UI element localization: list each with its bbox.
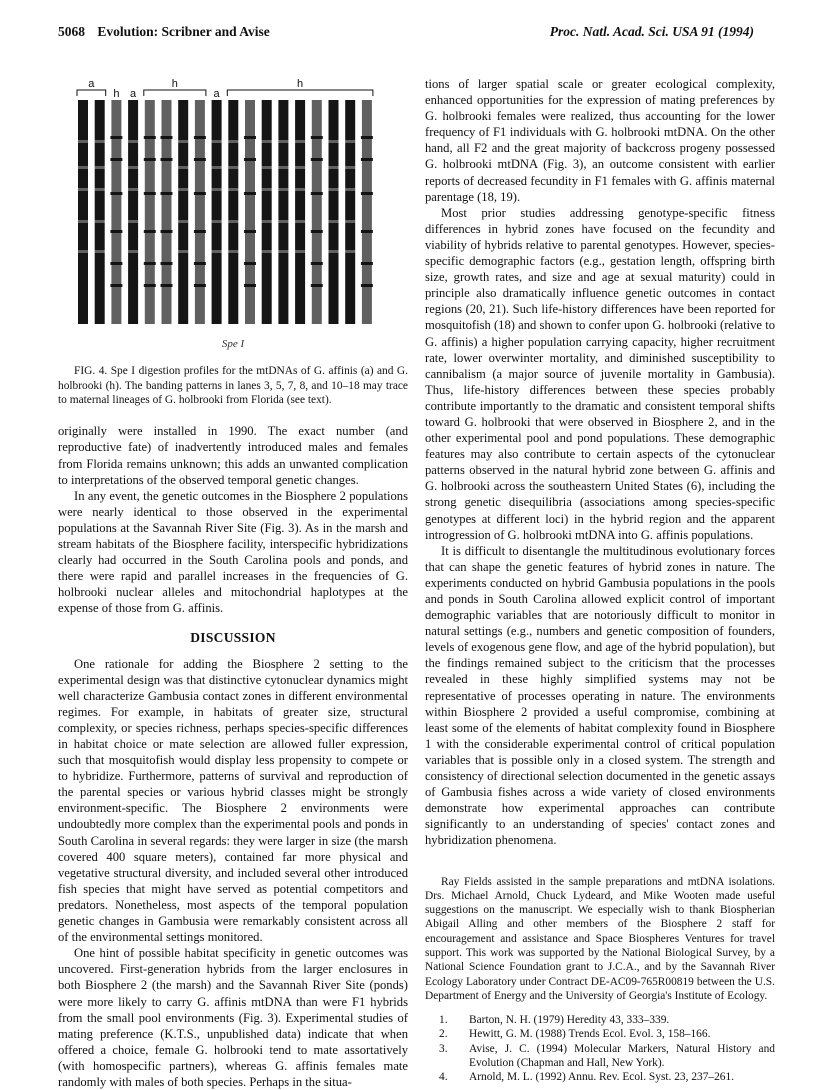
gel-band [77,166,89,169]
lane-label: a [130,88,137,100]
gel-lane [178,100,188,324]
reference-list [425,1013,775,1084]
gel-lane [329,100,339,324]
gel-band [161,262,173,265]
section-title: Evolution: Scribner and Avise [97,24,270,39]
gel-band [244,136,256,139]
gel-band [127,140,139,143]
gel-band [127,250,139,253]
gel-band [110,192,122,195]
gel-band [110,262,122,265]
gel-band [94,220,106,223]
paragraph: Most prior studies addressing genotype-specific fitness differences in hybrid zones have focused on the fecundity and viability of hybrids relative to parental genotypes. However, species-specific demographic factors (e.g., gestation length, offspring birth size, growth rates, and size and age at sexual maturity) could in principle also dramatically influence genetic outcomes in contact regions (20, 21). Such life-history differences have been reported for mosquitofish (18) and shown to confer upon G. holbrooki (relative to G. affinis) a higher population carrying capacity, higher recruitment rate, lower overwinter mortality, and diminished susceptibility to cannibalism (a major source of juvenile mortality in Gambusia). Thus, life-history differences between these species probably contribute importantly to the dramatic and consistent temporal shifts toward G. holbrooki that were observed in Biosphere 2, and in the other experimental pool and pond populations. These demographic features may also contribute to certain aspects of the cytonuclear patterns observed in the natural hybrid zone between G. affinis and G. holbrooki across the southeastern United States (6), including the strong genetic disequilibria (associations among species-specific genotypes at different loci) in the hybrid region and the apparent introgression of G. holbrooki mtDNA into G. affinis populations. [425,205,775,542]
gel-band [77,140,89,143]
gel-band [144,230,156,233]
gel-band [244,230,256,233]
lane-label: h [171,78,178,90]
gel-band [211,140,223,143]
reference-number: 4. [439,1071,448,1084]
gel-band [277,188,289,191]
gel-band [311,284,323,287]
gel-band [311,230,323,233]
gel-band [311,158,323,161]
gel-band [261,250,273,253]
gel-band [244,158,256,161]
gel-band [94,140,106,143]
gel-band [177,140,189,143]
paragraph: tions of larger spatial scale or greater ecological complexity, enhanced opportunities for the expression of mating preferences by G. holbrooki females were realized, thus accounting for the lower frequency of F1 individuals with G. holbrooki mtDNA. On the other hand, all F2 and the great majority of backcross progeny possessed G. holbrooki mtDNA (Fig. 3), an outcome consistent with earlier reports of decreased fecundity in F1 females with G. affinis maternal parentage (18, 19). [425,77,775,204]
paragraph: One rationale for adding the Biosphere 2 setting to the experimental design was that distinctive cytonuclear dynamics might well characterize Gambusia contact zones in different environmental regimes. For example, in habitats of greater size, structural complexity, or species richness, perhaps species-specific differences in habitat choice or mate selection are allowed fuller expression, such that mosquitofish would display less propensity to compete or to hybridize. Furthermore, patterns of survival and reproduction of the parental species or various hybrid classes might be strongly environment-specific. The Biosphere 2 environments were undoubtedly more complex than the experimental pools and ponds in South Carolina in several regards: they were larger in size (the marsh covered 400 square meters), contained far more physical and vegetative structural diversity, and included several other introduced fish species that might have served as potential competitors and predators. Nonetheless, most aspects of the temporal population genetic changes in Gambusia were remarkably consistent across all of the environmental settings monitored. [58,656,408,945]
gel-lane [295,100,305,324]
gel-band [261,140,273,143]
lane-label: a [213,88,220,100]
gel-band [110,136,122,139]
reference-text: Arnold, M. L. (1992) Annu. Rev. Ecol. Syst. 23, 237–261. [469,1071,735,1084]
paragraph: One hint of possible habitat specificity in genetic outcomes was uncovered. First-generation hybrids from the larger enclosures in both Biosphere 2 (the marsh) and the Savannah River Site (ponds) were more likely to carry G. affinis mtDNA than were F1 hybrids from the small pool environments (Fig. 3). Experimental studies of mating preference (K.T.S., unpublished data) indicate that when offered a choice, female G. holbrooki tend to mate assortatively (with homospecific partners), whereas G. affinis females mate randomly with males of both species. Perhaps in the situa- [58,946,408,1089]
reference-item [425,1042,775,1071]
gel-band [344,220,356,223]
gel-band [244,192,256,195]
gel-lane [212,100,222,324]
right-column [425,76,775,1085]
running-header-left [58,24,270,40]
gel-band [77,188,89,191]
gel-lane [345,100,355,324]
lane-bracket [144,90,206,96]
gel-image [58,76,408,331]
gel-band [294,140,306,143]
gel-band [177,250,189,253]
gel-band [227,188,239,191]
gel-lane [128,100,138,324]
paragraph: It is difficult to disentangle the multitudinous evolutionary forces that can shape the genetic features of hybrid zones in nature. The experiments conducted on hybrid Gambusia populations in the pools and ponds in South Carolina allowed explicit control of important demographic variables that are notoriously difficult to monitor in natural settings (e.g., numbers and genetic composition of founders, levels of exogenous gene flow, and age of the hybrid population), but the findings remained subject to the criticism that the processes revealed in these highly simplified systems may not be representative of processes operating in nature. The environments within Biosphere 2 provided a useful compromise, combining at least some of the elements of habitat complexity found in Biosphere 1 with the considerable experimental control of critical population variables that is possible only in a closed system. The strength and consistency of directional selection documented in the genetic assays of Gambusia fishes across a wide variety of closed environments demonstrate how experimental approaches can contribute significantly to an understanding of species' contact zones and hybridization phenomena. [425,543,775,848]
gel-band [227,220,239,223]
lane-label: h [113,88,120,100]
reference-item [425,1013,775,1027]
gel-band [194,158,206,161]
gel-band [227,140,239,143]
gel-band [127,166,139,169]
lane-label: a [88,78,95,90]
reference-text: Hewitt, G. M. (1988) Trends Ecol. Evol. 3, 158–166. [469,1028,711,1041]
gel-band [211,188,223,191]
reference-text: Avise, J. C. (1994) Molecular Markers, Natural History and Evolution (Chapman and Hall, New York). [469,1042,775,1070]
journal-citation: Proc. Natl. Acad. Sci. USA 91 (1994) [549,24,754,39]
gel-band [344,188,356,191]
gel-band [261,220,273,223]
gel-lane [245,100,255,324]
gel-band [361,192,373,195]
gel-band [294,166,306,169]
gel-lane [278,100,288,324]
gel-band [94,166,106,169]
gel-band [94,250,106,253]
gel-band [244,262,256,265]
reference-item [425,1027,775,1041]
page-number: 5068 [58,24,85,39]
acknowledgments: Ray Fields assisted in the sample preparations and mtDNA isolations. Drs. Michael Arnold, Chuck Lydeard, and Mike Wooten made useful suggestions on the manuscript. We especially wish to thank Biospherian Abigail Alling and other members of the Biosphere 2 staff for encouragement and assistance and Space Biospheres Ventures for travel support. This work was supported by the National Biological Survey, by a National Science Foundation grant to J.C.A., and by the Savannah River Ecology Laboratory under Contract DE-AC09-765R00819 between the U.S. Department of Energy and the University of Georgia's Institute of Ecology. [425,875,775,1002]
gel-band [144,136,156,139]
left-column [58,76,408,1090]
gel-band [227,250,239,253]
gel-band [344,250,356,253]
reference-number: 2. [439,1028,448,1041]
gel-lane [362,100,372,324]
gel-band [261,188,273,191]
gel-band [361,284,373,287]
gel-band [161,136,173,139]
gel-band [110,284,122,287]
reference-number: 1. [439,1014,448,1027]
gel-band [277,250,289,253]
lane-bracket [77,90,106,96]
gel-band [311,262,323,265]
figure-caption: FIG. 4. Spe I digestion profiles for the mtDNAs of G. affinis (a) and G. holbrooki (h). The banding patterns in lanes 3, 5, 7, 8, and 10–18 may trace to maternal lineages of G. holbrooki from Florida (see text). [58,365,408,406]
gel-band [361,262,373,265]
gel-band [110,230,122,233]
gel-band [127,188,139,191]
gel-band [294,220,306,223]
reference-text: Barton, N. H. (1979) Heredity 43, 333–339. [469,1014,670,1027]
gel-band [194,284,206,287]
gel-band [328,188,340,191]
paragraph: originally were installed in 1990. The exact number (and reproductive fate) of inadvertently introduced males and females from Florida remains unknown; this adds an unwanted complication to interpretations of the observed temporal genetic changes. [58,424,408,487]
gel-lane [195,100,205,324]
gel-band [211,220,223,223]
gel-band [344,140,356,143]
gel-band [244,284,256,287]
gel-band [177,166,189,169]
gel-lane [162,100,172,324]
gel-band [277,166,289,169]
reference-number: 3. [439,1042,448,1055]
paragraph: In any event, the genetic outcomes in the Biosphere 2 populations were nearly identical to those observed in the experimental populations at the Savannah River Site (Fig. 3). As in the marsh and stream habitats of the Biosphere facility, interspecific hybridizations clearly had occurred in the South Carolina pools and ponds, and there were rapid and parallel increases in the frequencies of G. holbrooki nuclear alleles and mitochondrial haplotypes at the expense of those from G. affinis. [58,488,408,616]
lane-label: h [297,78,304,90]
gel-band [311,192,323,195]
gel-band [294,188,306,191]
gel-band [277,140,289,143]
gel-lane [78,100,88,324]
gel-lane [262,100,272,324]
gel-band [94,188,106,191]
gel-lane [228,100,238,324]
gel-band [144,262,156,265]
gel-band [328,250,340,253]
gel-lane [95,100,105,324]
enzyme-label: Spe I [221,338,245,350]
gel-band [361,230,373,233]
gel-band [110,158,122,161]
gel-band [127,220,139,223]
section-heading: DISCUSSION [190,630,276,646]
gel-band [161,158,173,161]
gel-lane [312,100,322,324]
gel-band [328,166,340,169]
gel-band [144,284,156,287]
gel-band [361,136,373,139]
gel-band [161,284,173,287]
gel-band [144,192,156,195]
gel-lane [111,100,121,324]
gel-band [194,230,206,233]
gel-band [328,140,340,143]
gel-band [311,136,323,139]
gel-band [227,166,239,169]
gel-band [328,220,340,223]
gel-lane [145,100,155,324]
gel-band [194,192,206,195]
gel-band [211,250,223,253]
gel-band [211,166,223,169]
gel-band [294,250,306,253]
gel-band [161,192,173,195]
gel-band [144,158,156,161]
gel-band [344,166,356,169]
gel-band [194,136,206,139]
gel-band [277,220,289,223]
gel-figure [58,76,408,331]
gel-band [177,220,189,223]
gel-band [77,250,89,253]
gel-band [161,230,173,233]
gel-band [194,262,206,265]
gel-band [361,158,373,161]
gel-band [261,166,273,169]
lane-bracket [227,90,373,96]
gel-band [177,188,189,191]
gel-band [77,220,89,223]
